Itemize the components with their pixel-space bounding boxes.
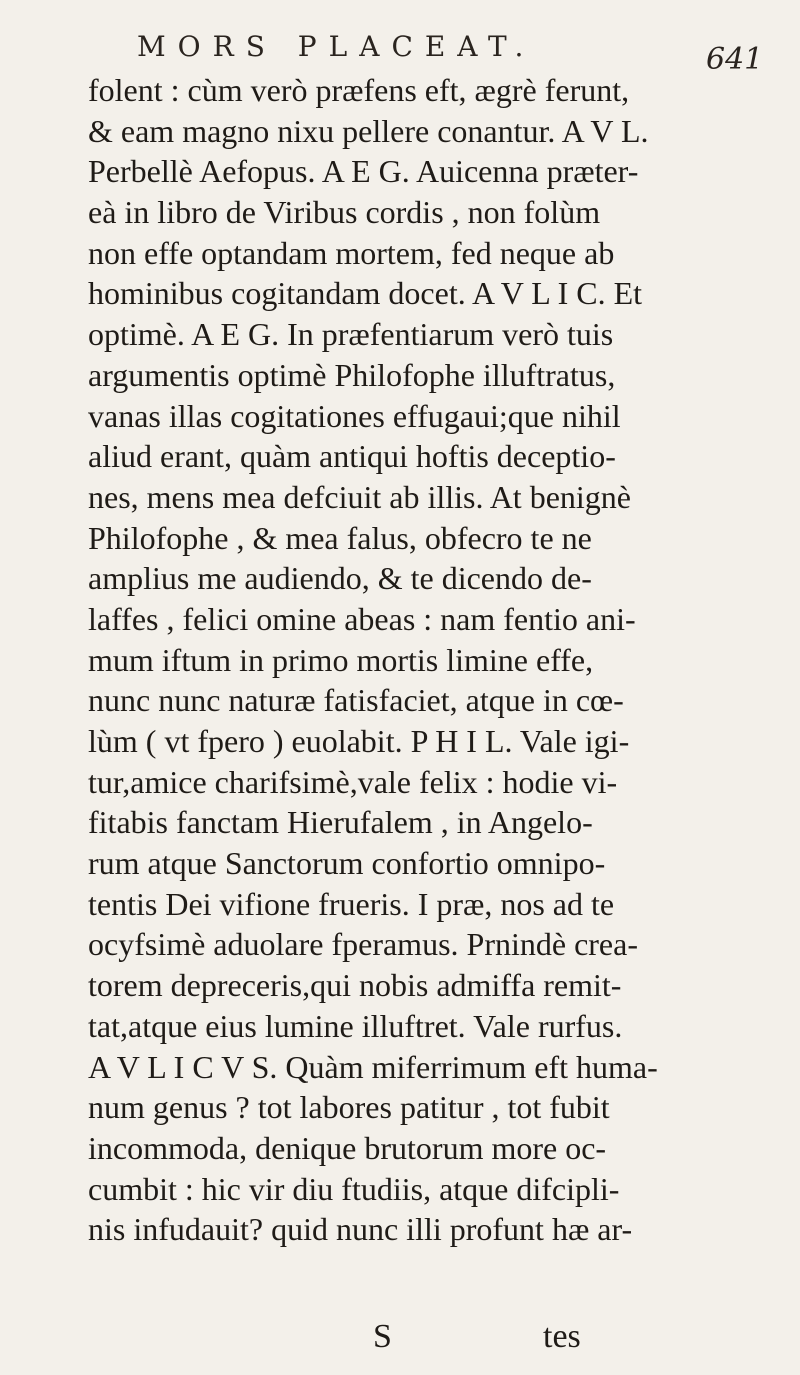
catchword: tes — [543, 1318, 581, 1355]
text-line: Perbellè Aefopus. A E G. Auicenna præter- — [88, 153, 639, 190]
text-line: fitabis fanctam Hierufalem , in Angelo- — [88, 804, 593, 841]
text-line: folent : cùm verò præfens eft, ægrè ferunt, — [88, 72, 630, 108]
text-line: ocyfsimè aduolare fperamus. Prnindè crea- — [88, 926, 638, 963]
running-title: MORS PLACEAT. — [137, 30, 536, 63]
signature-mark: S — [373, 1318, 392, 1355]
text-line: torem depreceris,qui nobis admiffa remit- — [88, 967, 622, 1004]
text-line: num genus ? tot labores patitur , tot fubit — [88, 1089, 610, 1126]
text-line: rum atque Sanctorum confortio omnipo- — [88, 845, 606, 882]
text-line: argumentis optimè Philofophe illuftratus, — [88, 356, 616, 393]
text-line: aliud erant, quàm antiqui hoftis deceptio- — [88, 438, 616, 475]
text-line: nes, mens mea defciuit ab illis. At benignè — [88, 478, 631, 515]
text-line: tentis Dei vifione frueris. I præ, nos ad te — [88, 885, 615, 922]
body-text — [88, 70, 778, 1250]
text-line: optimè. A E G. In præfentiarum verò tuis — [88, 316, 614, 353]
page-number: 641 — [706, 42, 764, 77]
text-line: eà in libro de Viribus cordis , non folùm — [88, 194, 601, 231]
text-line: & eam magno nixu pellere conantur. A V L. — [88, 112, 649, 149]
text-line: tur,amice charifsimè,vale felix : hodie vi- — [88, 763, 618, 800]
page-footer — [0, 1318, 800, 1360]
text-line: mum iftum in primo mortis limine effe, — [88, 641, 594, 678]
text-line: hominibus cogitandam docet. A V L I C. Et — [88, 275, 643, 312]
text-line: tat,atque eius lumine illuftret. Vale rurfus. — [88, 1007, 623, 1044]
text-line: lùm ( vt fpero ) euolabit. P H I L. Vale igi- — [88, 723, 630, 759]
text-line: nunc nunc naturæ fatisfaciet, atque in cœ- — [88, 682, 624, 719]
text-line: Philofophe , & mea falus, obfecro te ne — [88, 519, 592, 556]
text-line: non effe optandam mortem, fed neque ab — [88, 234, 615, 271]
running-head — [0, 30, 800, 77]
text-line: A V L I C V S. Quàm miferrimum eft huma- — [88, 1048, 658, 1085]
text-line: vanas illas cogitationes effugaui;que nihil — [88, 397, 621, 434]
text-line: cumbit : hic vir diu ftudiis, atque difcipli- — [88, 1170, 620, 1207]
text-line: incommoda, denique brutorum more oc- — [88, 1129, 607, 1166]
text-line: laffes , felici omine abeas : nam fentio ani- — [88, 600, 636, 637]
text-line: nis infudauit? quid nunc illi profunt hæ ar- — [88, 1211, 633, 1248]
text-line: amplius me audiendo, & te dicendo de- — [88, 560, 592, 597]
